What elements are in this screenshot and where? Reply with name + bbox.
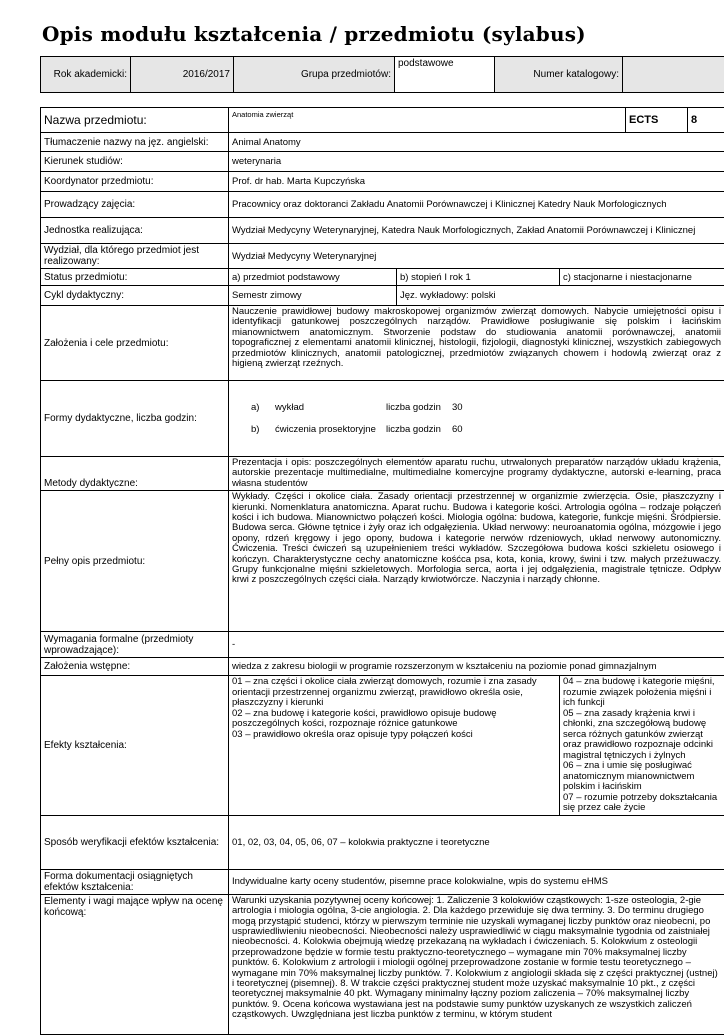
forma-value: Indywidualne karty oceny studentów, pisemne prace kolokwialne, wpis do systemu eHMS: [229, 869, 724, 894]
efekty-right: 04 – zna budowę i kategorie mięśni, rozumie związek położenia mięśni i ich funkcji 05 – zna zasady krążenia krwi i chłonki, zna szczegółową budowę serca różnych gatunków zwierząt oraz prawidłowo rozpoznaje odcinki magistral tętniczych i żylnych 06 – zna i umie się posługiwać anatomicznym mianownictwem polskim i łacińskim 07 – rozumie potrzeby dokształcania się przez całe życie: [560, 676, 724, 816]
nazwa-value: Anatomia zwierząt: [229, 108, 626, 133]
efekty-label: Efekty kształcenia:: [41, 676, 229, 816]
numer-value: [623, 57, 724, 93]
formy-a-hours-label: liczba godzin: [386, 397, 452, 419]
header-table: [40, 56, 724, 93]
kierunek-value: weterynaria: [229, 152, 724, 172]
nazwa-label: Nazwa przedmiotu:: [41, 108, 229, 133]
wym-label: Wymagania formalne (przedmioty wprowadzające):: [41, 632, 229, 658]
ang-label: Tłumaczenie nazwy na jęz. angielski:: [41, 133, 229, 152]
elem-label: Elementy i wagi mające wpływ na ocenę końcową:: [41, 894, 229, 1034]
formy-b-hours-label: liczba godzin: [386, 419, 452, 441]
wym-value: -: [229, 632, 724, 658]
formy-item-a: [251, 397, 721, 419]
wydz-label: Wydział, dla którego przedmiot jest realizowany:: [41, 244, 229, 269]
ects-label: ECTS: [626, 108, 688, 133]
sposob-value: 01, 02, 03, 04, 05, 06, 07 – kolokwia praktyczne i teoretyczne: [229, 815, 724, 869]
cykl-label: Cykl dydaktyczny:: [41, 286, 229, 306]
rok-label: Rok akademicki:: [41, 57, 131, 93]
pelny-label: Pełny opis przedmiotu:: [41, 491, 229, 632]
wydz-value: Wydział Medycyny Weterynaryjnej: [229, 244, 724, 269]
formy-a-letter: a): [251, 397, 275, 419]
zwst-label: Założenia wstępne:: [41, 658, 229, 676]
numer-label: Numer katalogowy:: [495, 57, 623, 93]
formy-b-hours: 60: [452, 419, 463, 441]
formy-label: Formy dydaktyczne, liczba godzin:: [41, 381, 229, 457]
status-c: c) stacjonarne i niestacjonarne: [560, 269, 724, 286]
ects-value: 8: [688, 108, 724, 133]
prow-label: Prowadzący zajęcia:: [41, 192, 229, 218]
formy-a-name: wykład: [275, 397, 386, 419]
metody-label: Metody dydaktyczne:: [41, 457, 229, 491]
koord-label: Koordynator przedmiotu:: [41, 172, 229, 192]
status-label: Status przedmiotu:: [41, 269, 229, 286]
ang-value: Animal Anatomy: [229, 133, 724, 152]
prow-value: Pracownicy oraz doktoranci Zakładu Anatomii Porównawczej i Klinicznej Katedry Nauk Morfologicznych: [229, 192, 724, 218]
formy-b-name: ćwiczenia prosektoryjne: [275, 419, 386, 441]
grupa-label: Grupa przedmiotów:: [234, 57, 395, 93]
sposob-label: Sposób weryfikacji efektów kształcenia:: [41, 815, 229, 869]
status-a: a) przedmiot podstawowy: [229, 269, 397, 286]
elem-value: Warunki uzyskania pozytywnej oceny końcowej: 1. Zaliczenie 3 kolokwiów cząstkowych: 1-sze osteologia, 2-gie artrologia i miologia ogólna, 3-cie angiologia. 2. Dla każdego przewiduje się dwa terminy. 3. Do terminu drugiego mogą przystąpić studenci, którzy w pierwszym terminie nie uzyskali wymaganej liczby punktów oraz nieobecni, po usprawiedliwieniu nieobecności. Nieobecności należy usprawiedliwić w ciągu maksymalnie tygodnia od zaistniałej nieobecności. 4. Kolokwia obejmują wiedzę przekazaną na wykładach i ćwiczeniach. 5. Kolokwium z osteologii przeprowadzone będzie w formie testu praktyczno-teoretycznego – wymagane min 70% maksymalnej liczby punktów. 6. Kolokwium z artrologii i miologii ogólnej przeprowadzone zostanie w formie testu teoretycznego – wymagane min 70% maksymalnej liczby punktów. 7. Kolokwium z angiologii składa się z części praktycznej (ustnej) i teoretycznej (pisemnej). 8. W trakcie części praktycznej student może uzyskać maksymalnie 10 pkt., z części teoretycznej maksymalnie 40 pkt. Wymagany minimalny łączny poziom zaliczenia – 70% maksymalnej liczby punktów. 9. Ocena końcowa wystawiana jest na podstawie sumy punktów uzyskanych ze wszystkich zaliczeń cząstkowych. Uwzględniana jest liczba punktów z terminu, w którym student: [229, 894, 724, 1034]
zwst-value: wiedza z zakresu biologii w programie rozszerzonym w kształceniu na poziomie ponad gimnazjalnym: [229, 658, 724, 676]
status-b: b) stopień I rok 1: [397, 269, 560, 286]
cykl-value: Semestr zimowy: [229, 286, 397, 306]
forma-label: Forma dokumentacji osiągniętych efektów kształcenia:: [41, 869, 229, 894]
grupa-value: podstawowe: [395, 57, 495, 93]
koord-value: Prof. dr hab. Marta Kupczyńska: [229, 172, 724, 192]
rok-value: 2016/2017: [131, 57, 234, 93]
pelny-value: Wykłady. Części i okolice ciała. Zasady orientacji przestrzennej w organizmie zwierzęcia. Osie, płaszczyzny i kierunki. Nomenklatura anatomiczna. Aparat ruchu. Budowa i kategorie kości. Artrologia ogólna – rodzaje połączeń kości i ich budowa. Mianownictwo połączeń kości. Miologia ogólna: budowa, kategorie, funkcje mięśni. Śródpiersie. Budowa serca. Główne tętnice i żyły oraz ich odgałęzienia. Układ nerwowy: neuroanatomia ogólna, mózgowie i jego opony, rdzeń kręgowy i jego opony, budowa i kategorie nerwów rdzeniowych, układ nerwowy autonomiczny. Ćwiczenia. Treści ćwiczeń są uzupełnieniem treści wykładów. Szczegółowa budowa kości szkieletu osiowego i kończyn. Charakterystyczne cechy anatomiczne kośćca psa, kota, konia, krowy, świni i tzw. małych przeżuwaczy. Grupy funkcjonalne mięśni szkieletowych. Morfologia serca, aorta i jej odgałęzienia, magistrale tętnicze. Odpływ krwi z poszczególnych części ciała. Narządy krwiotwórcze. Naczynia i narządy chłonne.: [229, 491, 724, 632]
page-title: Opis modułu kształcenia / przedmiotu (sylabus): [42, 22, 586, 46]
jedn-value: Wydział Medycyny Weterynaryjnej, Katedra Nauk Morfologicznych, Zakład Anatomii Porównawczej i Klinicznej: [229, 218, 724, 244]
efekty-left: 01 – zna części i okolice ciała zwierząt domowych, rozumie i zna zasady orientacji przestrzennej organizmu zwierząt, prawidłowo określa osie, płaszczyzny i kierunki 02 – zna budowę i kategorie kości, prawidłowo opisuje budowę poszczególnych kości, rozpoznaje różnice gatunkowe 03 – prawidłowo określa oraz opisuje typy połączeń kości: [229, 676, 560, 816]
kierunek-label: Kierunek studiów:: [41, 152, 229, 172]
formy-a-hours: 30: [452, 397, 463, 419]
syllabus-table: [40, 107, 724, 1035]
zal-label: Założenia i cele przedmiotu:: [41, 306, 229, 381]
zal-value: Nauczenie prawidłowej budowy makroskopowej organizmów zwierząt domowych. Nabycie umiejętności opisu i identyfikacji gatunkowej poszczególnych narządów. Prawidłowe posługiwanie się polskim i łacińskim mianownictwem anatomicznym. Stworzenie podstaw do studiowania anatomii porównawczej, anatomii topograficznej z elementami anatomii klinicznej, histologii, fizjologii, diagnostyki klinicznej, wszystkich zabiegowych przedmiotów klinicznych, anatomii patologicznej, przedmiotów związanych chowem i hodowlą zwierząt oraz z higieną zwierząt rzeźnych.: [229, 306, 724, 381]
jezyk-value: Jęz. wykładowy: polski: [397, 286, 724, 306]
jedn-label: Jednostka realizująca:: [41, 218, 229, 244]
formy-value: [229, 381, 724, 457]
formy-item-b: [251, 419, 721, 441]
metody-value: Prezentacja i opis: poszczególnych elementów aparatu ruchu, utrwalonych preparatów narządów układu krążenia, autorskie prezentacje multimedialne, multimedialne komercyjne programy dydaktyczne, autorski e-learning, praca własna studentów: [229, 457, 724, 491]
formy-b-letter: b): [251, 419, 275, 441]
